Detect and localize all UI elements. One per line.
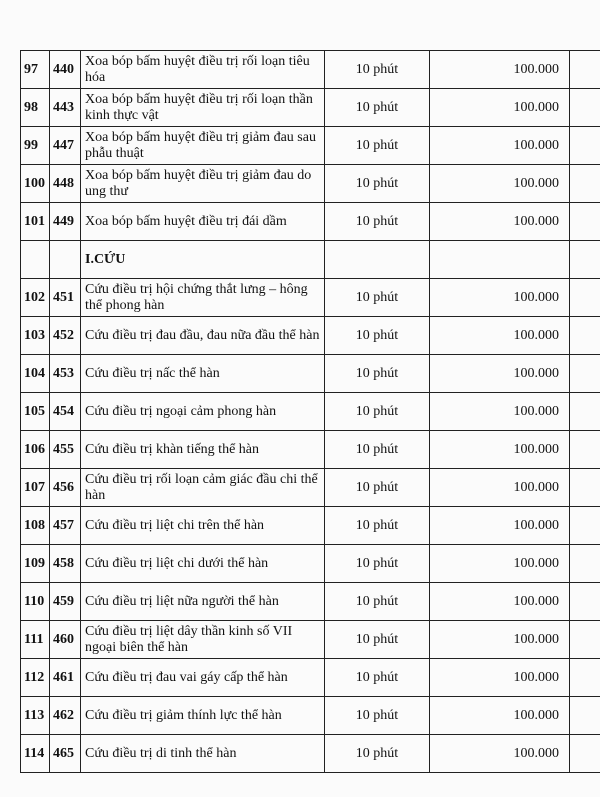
service-code-cell: 455: [50, 431, 81, 469]
duration-cell: 10 phút: [325, 203, 430, 241]
price-cell: 100.000: [430, 697, 570, 735]
service-code-cell: [50, 241, 81, 279]
table-row: [21, 355, 600, 393]
duration-cell: 10 phút: [325, 165, 430, 203]
table-row: [21, 165, 600, 203]
price-cell: 100.000: [430, 507, 570, 545]
service-name-cell: Xoa bóp bấm huyệt điều trị đái dầm: [81, 203, 325, 241]
price-cell: 100.000: [430, 89, 570, 127]
price-cell: 100.000: [430, 735, 570, 773]
row-number-cell: 103: [21, 317, 50, 355]
row-number-cell: 101: [21, 203, 50, 241]
note-cell: [570, 241, 600, 279]
service-code-cell: 462: [50, 697, 81, 735]
service-code-cell: 461: [50, 659, 81, 697]
row-number-cell: 114: [21, 735, 50, 773]
duration-cell: 10 phút: [325, 659, 430, 697]
section-header-row: [21, 241, 600, 279]
scan-margin-mark: [584, 380, 594, 480]
table-row: [21, 127, 600, 165]
service-code-cell: 460: [50, 621, 81, 659]
duration-cell: 10 phút: [325, 621, 430, 659]
table-row: [21, 203, 600, 241]
price-cell: 100.000: [430, 583, 570, 621]
row-number-cell: 105: [21, 393, 50, 431]
price-cell: 100.000: [430, 469, 570, 507]
row-number-cell: 102: [21, 279, 50, 317]
table-row: [21, 431, 600, 469]
service-code-cell: 449: [50, 203, 81, 241]
note-cell: [570, 697, 600, 735]
service-code-cell: 440: [50, 51, 81, 89]
table-row: [21, 545, 600, 583]
price-cell: 100.000: [430, 165, 570, 203]
price-table-body: [21, 51, 600, 773]
service-name-cell: Cứu điều trị rối loạn cảm giác đầu chi thể hàn: [81, 469, 325, 507]
note-cell: [570, 545, 600, 583]
service-code-cell: 453: [50, 355, 81, 393]
service-name-cell: Cứu điều trị giảm thính lực thể hàn: [81, 697, 325, 735]
table-row: [21, 621, 600, 659]
service-code-cell: 448: [50, 165, 81, 203]
row-number-cell: 112: [21, 659, 50, 697]
duration-cell: 10 phút: [325, 545, 430, 583]
row-number-cell: 111: [21, 621, 50, 659]
service-name-cell: Cứu điều trị liệt nữa người thể hàn: [81, 583, 325, 621]
duration-cell: 10 phút: [325, 89, 430, 127]
note-cell: [570, 203, 600, 241]
note-cell: [570, 279, 600, 317]
table-row: [21, 735, 600, 773]
duration-cell: 10 phút: [325, 697, 430, 735]
service-code-cell: 452: [50, 317, 81, 355]
service-name-cell: Xoa bóp bấm huyệt điều trị giảm đau sau phẫu thuật: [81, 127, 325, 165]
price-cell: 100.000: [430, 431, 570, 469]
row-number-cell: [21, 241, 50, 279]
duration-cell: 10 phút: [325, 735, 430, 773]
table-row: [21, 659, 600, 697]
row-number-cell: 104: [21, 355, 50, 393]
duration-cell: 10 phút: [325, 583, 430, 621]
duration-cell: 10 phút: [325, 469, 430, 507]
note-cell: [570, 507, 600, 545]
row-number-cell: 108: [21, 507, 50, 545]
service-name-cell: Cứu điều trị nấc thể hàn: [81, 355, 325, 393]
service-name-cell: Cứu điều trị di tinh thể hàn: [81, 735, 325, 773]
service-code-cell: 451: [50, 279, 81, 317]
service-name-cell: Cứu điều trị liệt dây thần kinh số VII ngoại biên thể hàn: [81, 621, 325, 659]
price-cell: 100.000: [430, 659, 570, 697]
duration-cell: 10 phút: [325, 393, 430, 431]
service-name-cell: Cứu điều trị hội chứng thắt lưng – hông thể phong hàn: [81, 279, 325, 317]
price-cell: 100.000: [430, 203, 570, 241]
service-code-cell: 465: [50, 735, 81, 773]
price-cell: 100.000: [430, 51, 570, 89]
note-cell: [570, 51, 600, 89]
row-number-cell: 106: [21, 431, 50, 469]
service-name-cell: I.CỨU: [81, 241, 325, 279]
service-code-cell: 457: [50, 507, 81, 545]
price-cell: 100.000: [430, 545, 570, 583]
row-number-cell: 99: [21, 127, 50, 165]
service-name-cell: Cứu điều trị khàn tiếng thể hàn: [81, 431, 325, 469]
note-cell: [570, 583, 600, 621]
table-row: [21, 393, 600, 431]
note-cell: [570, 89, 600, 127]
row-number-cell: 110: [21, 583, 50, 621]
duration-cell: 10 phút: [325, 127, 430, 165]
service-name-cell: Xoa bóp bấm huyệt điều trị rối loạn thần kinh thực vật: [81, 89, 325, 127]
note-cell: [570, 165, 600, 203]
table-row: [21, 89, 600, 127]
price-cell: 100.000: [430, 127, 570, 165]
duration-cell: 10 phút: [325, 507, 430, 545]
price-cell: 100.000: [430, 317, 570, 355]
row-number-cell: 100: [21, 165, 50, 203]
table-row: [21, 697, 600, 735]
service-name-cell: Cứu điều trị liệt chi dưới thể hàn: [81, 545, 325, 583]
duration-cell: 10 phút: [325, 317, 430, 355]
service-name-cell: Xoa bóp bấm huyệt điều trị rối loạn tiêu hóa: [81, 51, 325, 89]
service-code-cell: 458: [50, 545, 81, 583]
note-cell: [570, 127, 600, 165]
row-number-cell: 107: [21, 469, 50, 507]
note-cell: [570, 659, 600, 697]
price-cell: 100.000: [430, 279, 570, 317]
service-code-cell: 459: [50, 583, 81, 621]
price-table: [20, 50, 600, 773]
service-name-cell: Cứu điều trị ngoại cảm phong hàn: [81, 393, 325, 431]
service-name-cell: Cứu điều trị đau đầu, đau nữa đầu thể hàn: [81, 317, 325, 355]
table-row: [21, 51, 600, 89]
service-name-cell: Xoa bóp bấm huyệt điều trị giảm đau do ung thư: [81, 165, 325, 203]
service-code-cell: 447: [50, 127, 81, 165]
price-cell: 100.000: [430, 393, 570, 431]
service-name-cell: Cứu điều trị đau vai gáy cấp thể hàn: [81, 659, 325, 697]
table-row: [21, 279, 600, 317]
duration-cell: 10 phút: [325, 355, 430, 393]
price-cell: 100.000: [430, 355, 570, 393]
note-cell: [570, 735, 600, 773]
price-cell: [430, 241, 570, 279]
service-code-cell: 456: [50, 469, 81, 507]
table-row: [21, 583, 600, 621]
row-number-cell: 98: [21, 89, 50, 127]
note-cell: [570, 317, 600, 355]
duration-cell: [325, 241, 430, 279]
service-code-cell: 454: [50, 393, 81, 431]
table-row: [21, 317, 600, 355]
price-cell: 100.000: [430, 621, 570, 659]
service-code-cell: 443: [50, 89, 81, 127]
row-number-cell: 109: [21, 545, 50, 583]
duration-cell: 10 phút: [325, 279, 430, 317]
duration-cell: 10 phút: [325, 51, 430, 89]
table-row: [21, 507, 600, 545]
row-number-cell: 97: [21, 51, 50, 89]
note-cell: [570, 621, 600, 659]
row-number-cell: 113: [21, 697, 50, 735]
table-row: [21, 469, 600, 507]
service-name-cell: Cứu điều trị liệt chi trên thể hàn: [81, 507, 325, 545]
duration-cell: 10 phút: [325, 431, 430, 469]
